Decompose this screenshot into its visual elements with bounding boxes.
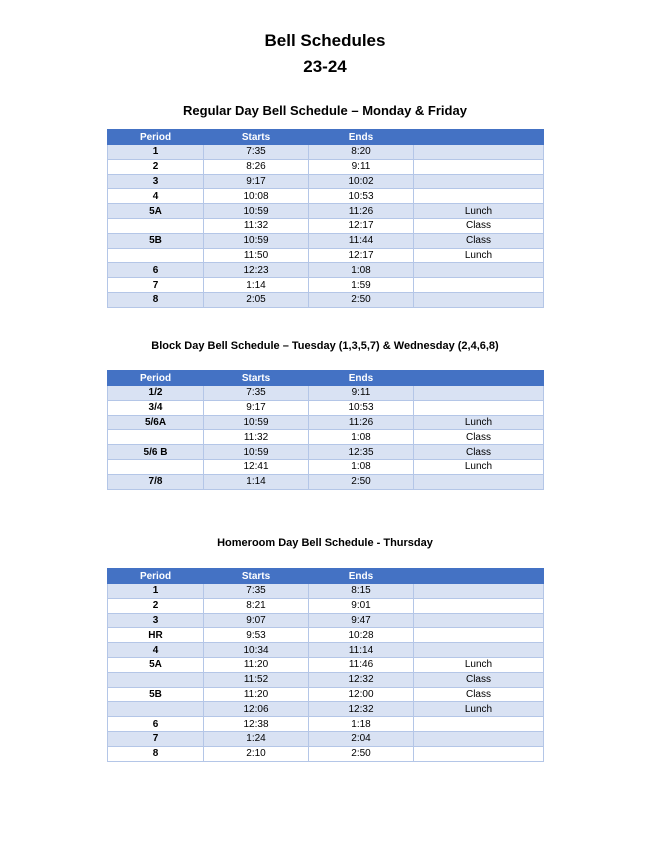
table-row [108, 746, 544, 761]
period-cell: 5/6A [108, 415, 204, 430]
note-cell [414, 145, 544, 160]
column-header: Ends [309, 130, 414, 145]
start-time-cell: 1:24 [204, 731, 309, 746]
start-time-cell: 2:05 [204, 292, 309, 307]
note-cell [414, 731, 544, 746]
period-cell: 8 [108, 746, 204, 761]
period-cell [108, 430, 204, 445]
period-cell: 6 [108, 717, 204, 732]
table-row [108, 400, 544, 415]
period-cell: 8 [108, 292, 204, 307]
start-time-cell: 12:23 [204, 263, 309, 278]
end-time-cell: 12:00 [309, 687, 414, 702]
end-time-cell: 11:26 [309, 204, 414, 219]
end-time-cell: 2:50 [309, 746, 414, 761]
table-row [108, 628, 544, 643]
column-header: Ends [309, 371, 414, 386]
note-cell: Lunch [414, 204, 544, 219]
start-time-cell: 11:20 [204, 657, 309, 672]
end-time-cell: 1:18 [309, 717, 414, 732]
note-cell [414, 292, 544, 307]
period-cell: 4 [108, 643, 204, 658]
end-time-cell: 9:01 [309, 598, 414, 613]
start-time-cell: 8:26 [204, 159, 309, 174]
end-time-cell: 8:15 [309, 584, 414, 599]
table-header-row [108, 569, 544, 584]
end-time-cell: 10:53 [309, 189, 414, 204]
end-time-cell: 9:47 [309, 613, 414, 628]
start-time-cell: 10:34 [204, 643, 309, 658]
start-time-cell: 9:53 [204, 628, 309, 643]
note-cell: Lunch [414, 657, 544, 672]
start-time-cell: 10:59 [204, 415, 309, 430]
end-time-cell: 10:53 [309, 400, 414, 415]
period-cell: 5B [108, 233, 204, 248]
note-cell [414, 474, 544, 489]
table-row [108, 445, 544, 460]
start-time-cell: 2:10 [204, 746, 309, 761]
start-time-cell: 7:35 [204, 584, 309, 599]
note-cell: Class [414, 430, 544, 445]
note-cell: Lunch [414, 415, 544, 430]
column-header: Starts [204, 371, 309, 386]
period-cell: 7 [108, 278, 204, 293]
table-row [108, 292, 544, 307]
start-time-cell: 10:59 [204, 445, 309, 460]
table-row [108, 459, 544, 474]
end-time-cell: 11:26 [309, 415, 414, 430]
note-cell [414, 598, 544, 613]
end-time-cell: 11:44 [309, 233, 414, 248]
end-time-cell: 1:08 [309, 459, 414, 474]
table-row [108, 386, 544, 401]
table-row [108, 415, 544, 430]
start-time-cell: 9:07 [204, 613, 309, 628]
table-header-row [108, 130, 544, 145]
start-time-cell: 1:14 [204, 278, 309, 293]
end-time-cell: 2:04 [309, 731, 414, 746]
column-header [414, 569, 544, 584]
note-cell [414, 628, 544, 643]
note-cell: Class [414, 218, 544, 233]
period-cell: 2 [108, 598, 204, 613]
period-cell: 7/8 [108, 474, 204, 489]
period-cell: 3 [108, 613, 204, 628]
period-cell: 2 [108, 159, 204, 174]
end-time-cell: 10:28 [309, 628, 414, 643]
note-cell: Class [414, 687, 544, 702]
note-cell [414, 189, 544, 204]
school-year: 23-24 [303, 57, 347, 76]
end-time-cell: 10:02 [309, 174, 414, 189]
page-title: Bell Schedules [264, 31, 386, 50]
end-time-cell: 1:08 [309, 263, 414, 278]
table-row [108, 702, 544, 717]
end-time-cell: 1:08 [309, 430, 414, 445]
table-row [108, 145, 544, 160]
period-cell: 3/4 [108, 400, 204, 415]
table-row [108, 643, 544, 658]
note-cell: Lunch [414, 248, 544, 263]
period-cell [108, 459, 204, 474]
regular-schedule-table [107, 129, 544, 308]
end-time-cell: 1:59 [309, 278, 414, 293]
period-cell: 1 [108, 145, 204, 160]
start-time-cell: 11:32 [204, 218, 309, 233]
table-row [108, 430, 544, 445]
note-cell [414, 746, 544, 761]
note-cell: Class [414, 445, 544, 460]
start-time-cell: 11:52 [204, 672, 309, 687]
table-row [108, 474, 544, 489]
note-cell [414, 278, 544, 293]
column-header [414, 371, 544, 386]
table-row [108, 218, 544, 233]
table-row [108, 263, 544, 278]
homeroom-schedule-table [107, 568, 544, 762]
period-cell: 4 [108, 189, 204, 204]
homeroom-schedule-title: Homeroom Day Bell Schedule - Thursday [217, 537, 433, 549]
note-cell: Lunch [414, 459, 544, 474]
table-row [108, 159, 544, 174]
note-cell [414, 174, 544, 189]
note-cell [414, 386, 544, 401]
table-row [108, 189, 544, 204]
note-cell [414, 717, 544, 732]
column-header: Starts [204, 130, 309, 145]
start-time-cell: 10:59 [204, 204, 309, 219]
end-time-cell: 12:17 [309, 218, 414, 233]
note-cell [414, 159, 544, 174]
period-cell: HR [108, 628, 204, 643]
table-row [108, 613, 544, 628]
start-time-cell: 11:20 [204, 687, 309, 702]
end-time-cell: 12:17 [309, 248, 414, 263]
end-time-cell: 12:32 [309, 702, 414, 717]
table-row [108, 248, 544, 263]
table-row [108, 687, 544, 702]
note-cell: Class [414, 672, 544, 687]
start-time-cell: 12:38 [204, 717, 309, 732]
note-cell [414, 400, 544, 415]
note-cell [414, 643, 544, 658]
start-time-cell: 11:50 [204, 248, 309, 263]
column-header: Starts [204, 569, 309, 584]
start-time-cell: 1:14 [204, 474, 309, 489]
column-header [414, 130, 544, 145]
regular-schedule-title: Regular Day Bell Schedule – Monday & Friday [183, 103, 467, 118]
table-header-row [108, 371, 544, 386]
period-cell: 5A [108, 204, 204, 219]
period-cell [108, 672, 204, 687]
period-cell: 7 [108, 731, 204, 746]
table-row [108, 598, 544, 613]
start-time-cell: 9:17 [204, 174, 309, 189]
note-cell: Class [414, 233, 544, 248]
note-cell [414, 584, 544, 599]
block-schedule-title: Block Day Bell Schedule – Tuesday (1,3,5,7) & Wednesday (2,4,6,8) [151, 340, 499, 352]
table-row [108, 174, 544, 189]
table-row [108, 278, 544, 293]
period-cell: 1 [108, 584, 204, 599]
start-time-cell: 9:17 [204, 400, 309, 415]
block-schedule-table [107, 370, 544, 490]
period-cell [108, 248, 204, 263]
end-time-cell: 2:50 [309, 292, 414, 307]
start-time-cell: 12:06 [204, 702, 309, 717]
end-time-cell: 11:14 [309, 643, 414, 658]
end-time-cell: 12:35 [309, 445, 414, 460]
end-time-cell: 12:32 [309, 672, 414, 687]
column-header: Period [108, 569, 204, 584]
start-time-cell: 11:32 [204, 430, 309, 445]
table-row [108, 657, 544, 672]
period-cell: 1/2 [108, 386, 204, 401]
period-cell: 5A [108, 657, 204, 672]
period-cell: 6 [108, 263, 204, 278]
period-cell: 5/6 B [108, 445, 204, 460]
start-time-cell: 10:08 [204, 189, 309, 204]
table-row [108, 672, 544, 687]
column-header: Period [108, 371, 204, 386]
table-row [108, 731, 544, 746]
start-time-cell: 12:41 [204, 459, 309, 474]
table-row [108, 233, 544, 248]
note-cell [414, 263, 544, 278]
end-time-cell: 9:11 [309, 386, 414, 401]
end-time-cell: 9:11 [309, 159, 414, 174]
period-cell: 3 [108, 174, 204, 189]
period-cell [108, 218, 204, 233]
period-cell: 5B [108, 687, 204, 702]
start-time-cell: 8:21 [204, 598, 309, 613]
start-time-cell: 7:35 [204, 386, 309, 401]
column-header: Period [108, 130, 204, 145]
end-time-cell: 8:20 [309, 145, 414, 160]
period-cell [108, 702, 204, 717]
end-time-cell: 11:46 [309, 657, 414, 672]
table-row [108, 584, 544, 599]
start-time-cell: 10:59 [204, 233, 309, 248]
note-cell: Lunch [414, 702, 544, 717]
start-time-cell: 7:35 [204, 145, 309, 160]
table-row [108, 717, 544, 732]
column-header: Ends [309, 569, 414, 584]
note-cell [414, 613, 544, 628]
end-time-cell: 2:50 [309, 474, 414, 489]
table-row [108, 204, 544, 219]
